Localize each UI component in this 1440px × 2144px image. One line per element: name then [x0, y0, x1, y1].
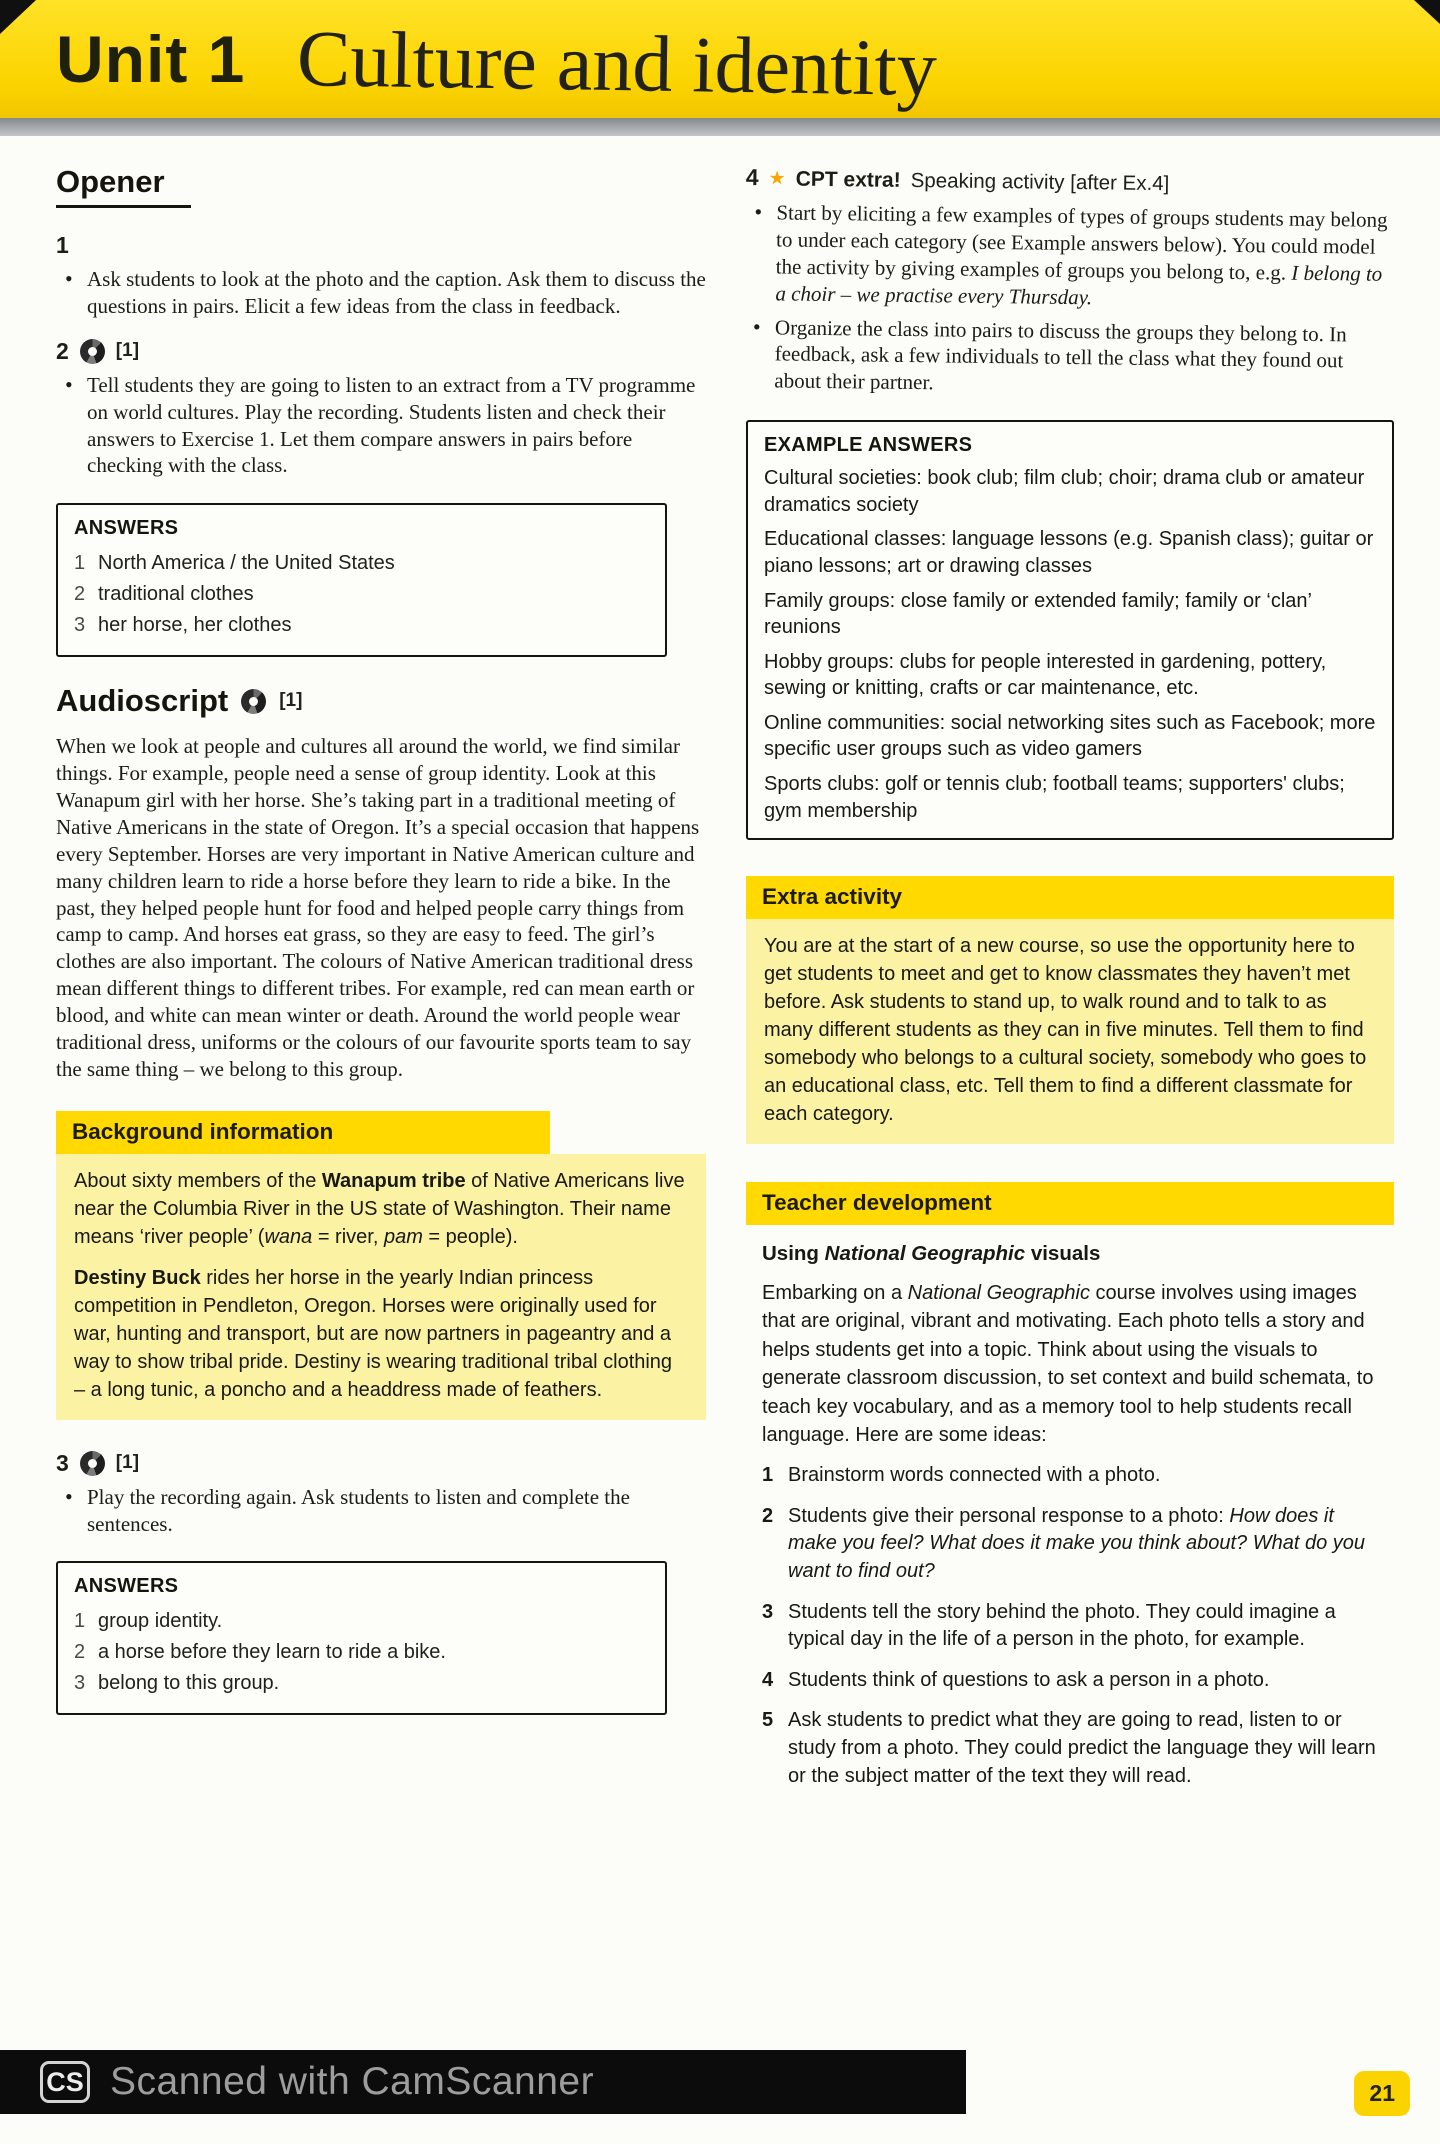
answer-item: 3 belong to this group. [74, 1672, 280, 1695]
teacher-development-body [746, 1225, 1394, 1790]
answer-item: 3 her horse, her clothes [74, 614, 292, 637]
background-paragraph: About sixty members of the Wanapum tribe of Native Americans live near the Columbia River in the US state of Washington. Their name means ‘river people’ (wana = river, pam = people). [74, 1169, 685, 1248]
exercise-3 [56, 1450, 706, 1538]
audio-cd-icon [80, 339, 105, 364]
example-answer-item: Cultural societies: book club; film club; choir; drama club or amateur dramatics society [764, 467, 1365, 516]
list-item: 3 Students tell the story behind the photo. They could imagine a typical day in the life of a person in the photo, for example. [762, 1600, 1336, 1651]
left-column [56, 164, 706, 1790]
audio-cd-icon [241, 689, 266, 714]
list-item: 5 Ask students to predict what they are going to read, listen to or study from a photo. They could predict the language they will learn or the subject matter of the text they will read. [762, 1709, 1376, 1787]
answer-item: 2 a horse before they learn to ride a bike. [74, 1641, 446, 1664]
right-column [746, 164, 1394, 1790]
teacher-development-section [746, 1182, 1394, 1790]
example-answers-title: EXAMPLE ANSWERS [764, 434, 973, 457]
example-answer-item: Hobby groups: clubs for people interested in gardening, pottery, sewing or knitting, crafts or car maintenance, etc. [764, 650, 1327, 700]
instruction-item: • Tell students they are going to listen to an extract from a TV programme on world cultures. Play the recording. Students listen and check their answers to Exercise 1. Let them compare answers in pairs before checking with the class. [56, 372, 706, 480]
extra-activity-heading: Extra activity [746, 876, 1394, 919]
opener-heading: Opener [56, 164, 191, 208]
exercise-3-instructions [56, 1484, 706, 1538]
audio-track-label: [1] [115, 340, 140, 362]
answer-item: 1 group identity. [74, 1610, 223, 1633]
cpt-extra-label: CPT extra! [795, 167, 901, 192]
audioscript-heading: Audioscript [56, 683, 229, 719]
answers-title: ANSWERS [74, 517, 179, 540]
audio-track-label: [1] [279, 690, 303, 712]
example-answers-box [746, 420, 1394, 840]
exercise-number: 4 [745, 164, 759, 191]
camscanner-bar [0, 2050, 966, 2114]
answer-item: 1 North America / the United States [74, 552, 395, 575]
teacher-development-list [762, 1462, 1388, 1790]
exercise-1-instructions [56, 266, 706, 320]
background-information-body [56, 1154, 706, 1420]
exercise-2-header [56, 338, 706, 365]
exercise-4-header [746, 164, 1394, 199]
exercise-2 [56, 338, 706, 480]
extra-activity-section [746, 876, 1394, 1144]
exercise-1 [56, 232, 706, 320]
exercise-2-instructions [56, 372, 706, 480]
instruction-item: • Play the recording again. Ask students to listen and complete the sentences. [56, 1484, 706, 1538]
camscanner-text: Scanned with CamScanner [110, 2060, 595, 2103]
example-answer-item: Online communities: social networking sites such as Facebook; more specific user groups such as video gamers [764, 711, 1376, 761]
list-item: 1 Brainstorm words connected with a photo. [762, 1464, 1161, 1487]
extra-activity-text: You are at the start of a new course, so use the opportunity here to get students to meet and get to know classmates they haven’t met before. Ask students to stand up, to walk round and to talk to as many different students as they can in five minutes. Tell them to find somebody who belongs to a cultural society, somebody who goes to an educational class, etc. Tell them to find a different classmate for each category. [764, 935, 1367, 1126]
scan-corner-artifact [1414, 0, 1440, 24]
teacher-development-subheading: Using National Geographic visuals [762, 1242, 1101, 1266]
camscanner-logo: CS [40, 2061, 90, 2103]
background-paragraph: Destiny Buck rides her horse in the yearly Indian princess competition in Pendleton, Oregon. Horses were originally used for war, hunting and transport, but are now partners in pageantry and a way to show tribal pride. Destiny is wearing traditional tribal clothing – a long tunic, a poncho and a headdress made of feathers. [74, 1266, 673, 1401]
banner-shadow-bar [0, 118, 1440, 136]
background-information-section [56, 1111, 706, 1420]
exercise-4 [743, 164, 1394, 402]
audio-track-label: [1] [115, 1452, 140, 1474]
answers-box [56, 503, 667, 657]
example-answer-item: Educational classes: language lessons (e.g. Spanish class); guitar or piano lessons; art or drawing classes [764, 528, 1374, 577]
unit-number: Unit 1 [56, 22, 246, 96]
teacher-development-heading: Teacher development [746, 1182, 1394, 1225]
exercise-number: 2 [56, 337, 69, 364]
background-information-heading: Background information [56, 1111, 550, 1154]
exercise-3-header [56, 1450, 706, 1477]
scan-corner-artifact [0, 0, 36, 34]
answers-box [56, 1561, 667, 1715]
list-item: 4 Students think of questions to ask a person in a photo. [762, 1668, 1270, 1691]
exercise-number: 3 [56, 1449, 69, 1476]
example-answer-item: Family groups: close family or extended family; family or ‘clan’ reunions [764, 589, 1312, 639]
page-content [0, 136, 1440, 1790]
exercise-4-instructions [743, 199, 1393, 402]
teacher-development-intro: Embarking on a National Geographic course involves using images that are original, vibrant and motivating. Each photo tells a story and helps students get into a topic. Think about using the visuals to generate classroom discussion, to set context and build schemata, to teach key vocabulary, and as a memory tool to help students recall language. Here are some ideas: [762, 1281, 1374, 1446]
audioscript-text: When we look at people and cultures all around the world, we find similar things. For example, people need a sense of group identity. Look at this Wanapum girl with her horse. She’s taking part in a traditional meeting of Native Americans in the state of Oregon. It’s a special occasion that happens every September. Horses are very important in Native American culture and many children learn to ride a horse before they learn to ride a bike. In the past, they helped people hunt for food and helped people carry things from camp to camp. And horses eat grass, so they are easy to feed. The girl’s clothes are also important. The colours of Native American traditional dress mean different things to different tribes. For example, red can mean earth or blood, and white can mean winter or death. Around the world people wear traditional dress, uniforms or the colours of our favourite sports team to say the same thing – we belong to this group. [56, 734, 700, 1081]
instruction-item: • Ask students to look at the photo and the caption. Ask them to discuss the questions in pairs. Elicit a few ideas from the class in feedback. [56, 266, 706, 320]
audio-cd-icon [80, 1451, 105, 1476]
audioscript-header [56, 683, 706, 719]
extra-activity-body [746, 919, 1394, 1144]
answer-item: 2 traditional clothes [74, 583, 254, 606]
unit-banner [0, 0, 1440, 118]
unit-title: Culture and identity [296, 14, 938, 113]
example-answer-item: Sports clubs: golf or tennis club; football teams; supporters' clubs; gym membership [764, 773, 1345, 822]
exercise-1-header [56, 232, 706, 259]
instruction-item: • Organize the class into pairs to discuss the groups they belong to. In feedback, ask a few individuals to tell the class what they found out about their partner. [743, 313, 1392, 402]
answers-title: ANSWERS [74, 1575, 179, 1598]
exercise-number: 1 [56, 232, 69, 258]
instruction-item: • Start by eliciting a few examples of types of groups students may belong to under each category (see Example answers below). You could model the activity by giving examples of groups you belong to, e.g. I belong to a choir – we practise every Thursday. [744, 199, 1393, 314]
page-number: 21 [1354, 2071, 1410, 2116]
star-icon: ★ [768, 168, 786, 190]
list-item: 2 Students give their personal response to a photo: How does it make you feel? What does it make you think about? What do you want to find out? [762, 1504, 1365, 1583]
speaking-activity-label: Speaking activity [after Ex.4] [910, 169, 1170, 196]
